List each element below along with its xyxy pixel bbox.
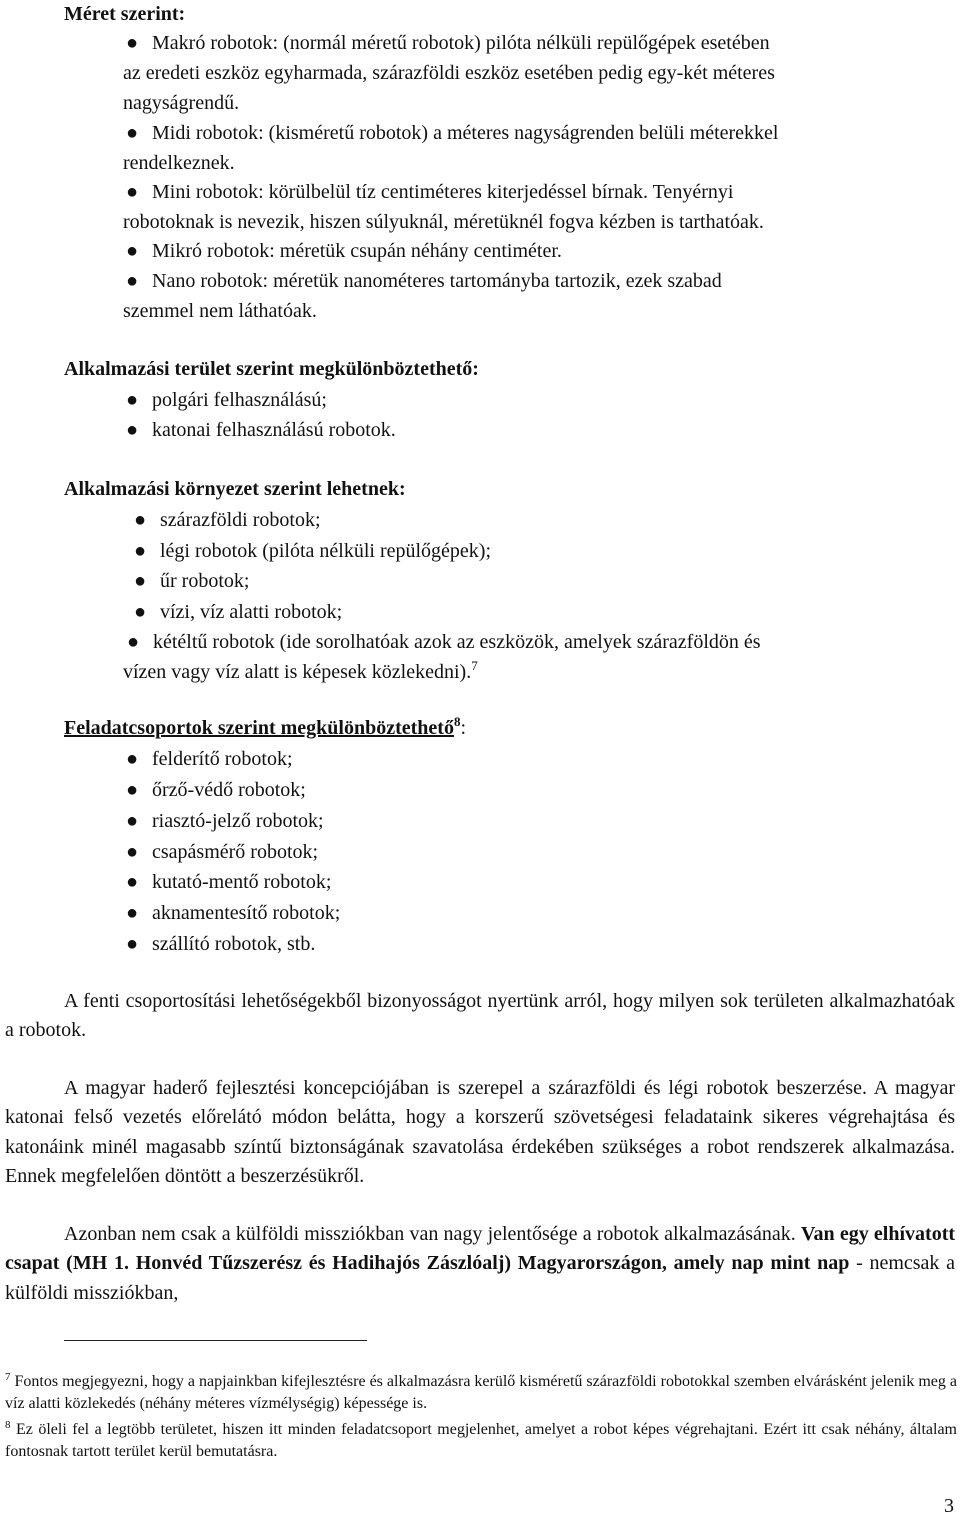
list-item: ● Mikró robotok: méretük csupán néhány centiméter. [152, 236, 952, 266]
section-heading-environment: Alkalmazási környezet szerint lehetnek: [64, 478, 406, 500]
footnote: $^8$ Ez öleli fel a legtöbb területet, hiszen itt minden feladatcsoport megjelenhet, amelyet a robot képes végrehajtani. Ezért itt csak néhány, általam fontosnak tartott terület kerül bemutatásra. [5, 1419, 958, 1460]
list-item: ● kétéltű robotok (ide sorolhatóak azok az eszközök, amelyek szárazföldön és vízen vagy víz alatt is képesek közlekedni).$^7$ [153, 627, 953, 687]
list-item: ● katonai felhasználású robotok. [152, 415, 396, 445]
paragraph: A magyar haderő fejlesztési koncepciójában is szerepel a szárazföldi és légi robotok beszerzése. A magyar katonai felső vezetés előrelátó módon belátta, hogy a korszerű szövetségesi feladataink sikeres végrehajtása és katonáink minél magasabb színtű biztonságának szavatolása érdekében szükséges a robot rendszerek alkalmazása. Ennek megfelelően döntött a beszerzésükről. [5, 1077, 955, 1187]
footnote: $^7$ Fontos megjegyezni, hogy a napjainkban kifejlesztésre és alkalmazásra kerülő kisméretű szárazföldi robotokkal szemben elvárásként jelenik meg a víz alatti közlekedés (néhány méteres vízmélységig) képessége is. [5, 1371, 957, 1412]
bullet-icon: ● [126, 871, 139, 893]
list-item: ● csapásmérő robotok; [152, 837, 318, 867]
paragraph: A fenti csoportosítási lehetőségekből bizonyosságot nyertünk arról, hogy milyen sok területen alkalmazhatóak a robotok. [5, 990, 955, 1042]
list-item: ● Makró robotok: (normál méretű robotok) pilóta nélküli repülőgépek esetében az eredeti eszköz egyharmada, szárazföldi eszköz esetében pedig egy-két méteres nagyságrendű. [152, 28, 952, 118]
list-item: ● felderítő robotok; [152, 744, 293, 774]
bullet-icon: ● [134, 601, 147, 623]
list-item: ● Mini robotok: körülbelül tíz centiméteres kiterjedéssel bírnak. Tenyérnyi robotoknak is nevezik, hiszen súlyuknál, méretüknél fogva kézben is tarthatóak. [152, 177, 952, 237]
bullet-icon: ● [134, 509, 147, 531]
section-heading-size: Méret szerint: [64, 3, 186, 25]
bullet-icon: ● [126, 181, 139, 203]
footnote-ref: 8 [453, 714, 461, 729]
bullet-icon: ● [126, 389, 139, 411]
footnote-ref: 7 [471, 658, 478, 673]
section-heading-tasks: Feladatcsoportok szerint megkülönböztethető$^8$: [64, 714, 467, 739]
footnote-number: 7 [5, 1371, 11, 1383]
list-item: ● kutató-mentő robotok; [152, 867, 331, 897]
bullet-icon: ● [126, 902, 139, 924]
bullet-icon: ● [126, 748, 139, 770]
list-item: ● Nano robotok: méretük nanométeres tartományba tartozik, ezek szabad szemmel nem láthatóak. [152, 266, 952, 326]
list-item: ● űr robotok; [160, 566, 249, 596]
bullet-icon: ● [126, 933, 139, 955]
bullet-icon: ● [126, 122, 139, 144]
footnote-divider [64, 1340, 367, 1341]
list-item: ● szárazföldi robotok; [160, 505, 321, 535]
section-heading-application-area: Alkalmazási terület szerint megkülönböztethető: [64, 358, 479, 380]
bullet-icon: ● [126, 32, 139, 54]
page-number: 3 [944, 1495, 954, 1517]
bullet-icon: ● [134, 570, 147, 592]
list-item: ● szállító robotok, stb. [152, 929, 315, 959]
list-item: ● őrző-védő robotok; [152, 775, 306, 805]
list-item: ● polgári felhasználású; [152, 385, 327, 415]
footnote-number: 8 [5, 1419, 11, 1431]
list-item: ● vízi, víz alatti robotok; [160, 597, 342, 627]
bullet-icon: ● [134, 540, 147, 562]
bullet-icon: ● [126, 841, 139, 863]
paragraph: Azonban nem csak a külföldi missziókban van nagy jelentősége a robotok alkalmazásának. Van egy elhívatott csapat (MH 1. Honvéd Tűzszerész és Hadihajós Zászlóalj) Magyarországon, amely nap mint nap - nemcsak a külföldi missziókban, [5, 1223, 956, 1304]
list-item: ● légi robotok (pilóta nélküli repülőgépek); [160, 536, 491, 566]
bullet-icon: ● [126, 810, 139, 832]
list-item: ● aknamentesítő robotok; [152, 898, 340, 928]
list-item: ● riasztó-jelző robotok; [152, 806, 324, 836]
bullet-icon: ● [126, 270, 139, 292]
bullet-icon: ● [126, 419, 139, 441]
bullet-icon: ● [126, 240, 139, 262]
list-item: ● Midi robotok: (kisméretű robotok) a méteres nagyságrenden belüli méterekkel rendelkeznek. [152, 118, 952, 178]
bullet-icon: ● [127, 631, 140, 653]
bullet-icon: ● [126, 779, 139, 801]
